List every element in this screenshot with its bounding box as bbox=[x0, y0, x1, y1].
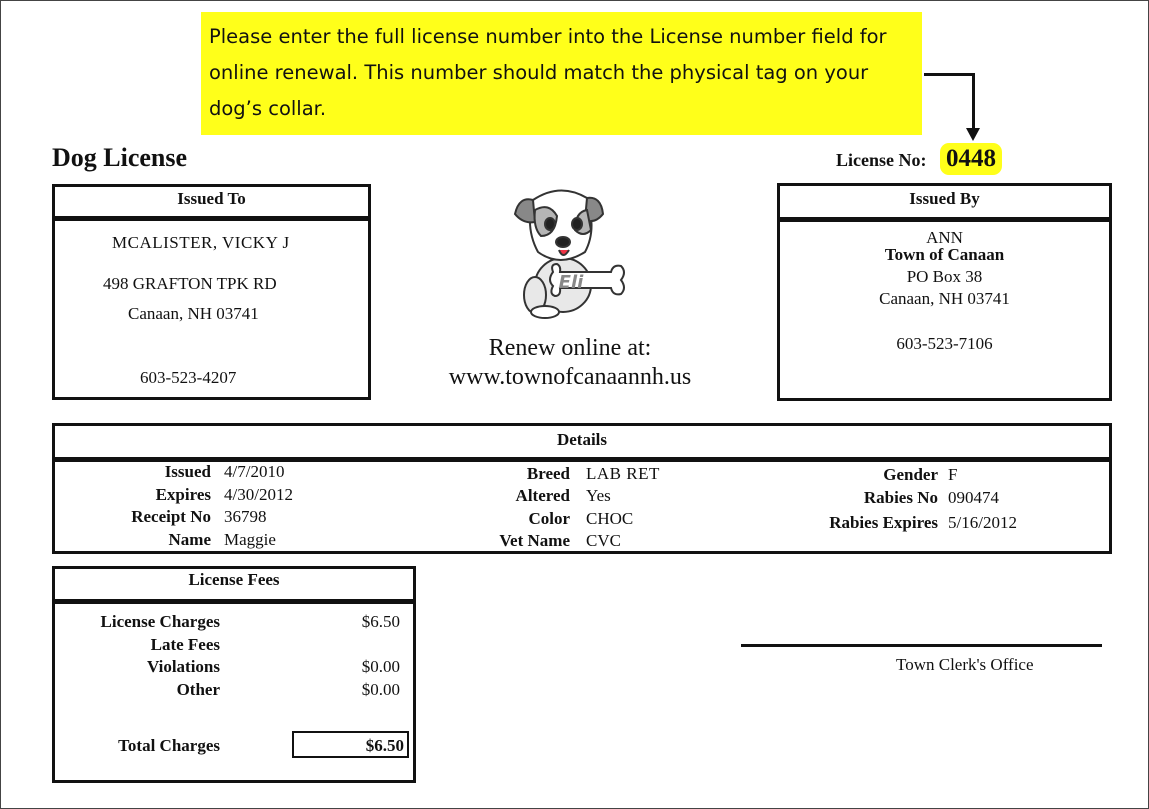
instruction-callout bbox=[201, 12, 922, 135]
details-heading: Details bbox=[55, 426, 1109, 462]
name-value: Maggie bbox=[224, 530, 276, 549]
vet-name-value: CVC bbox=[586, 531, 621, 550]
other-value: $0.00 bbox=[361, 680, 400, 699]
arrow-down-icon bbox=[966, 128, 980, 141]
license-charges-value: $6.50 bbox=[361, 612, 400, 631]
renew-line-1: Renew online at: bbox=[488, 335, 652, 361]
gender-label: Gender bbox=[883, 465, 938, 484]
license-charges-label: License Charges bbox=[100, 612, 220, 631]
altered-label: Altered bbox=[515, 486, 570, 505]
color-value: CHOC bbox=[586, 509, 634, 528]
issued-to-heading: Issued To bbox=[55, 187, 368, 221]
breed-label: Breed bbox=[526, 464, 570, 483]
town-clerk-office-label: Town Clerk's Office bbox=[896, 655, 1034, 674]
license-fees-heading: License Fees bbox=[55, 569, 413, 604]
callout-arrow-horizontal bbox=[924, 73, 975, 76]
violations-label: Violations bbox=[146, 657, 220, 676]
issued-to-name: MCALISTER, VICKY J bbox=[112, 233, 290, 252]
expires-label: Expires bbox=[155, 485, 211, 504]
rabies-no-label: Rabies No bbox=[863, 488, 938, 507]
rabies-expires-label: Rabies Expires bbox=[829, 513, 938, 532]
late-fees-label: Late Fees bbox=[150, 635, 220, 654]
issued-to-address: 498 GRAFTON TPK RD bbox=[103, 274, 277, 293]
license-number-value: 0448 bbox=[940, 143, 1002, 175]
gender-value: F bbox=[948, 465, 958, 484]
issued-by-clerk: ANN bbox=[926, 228, 963, 247]
rabies-no-value: 090474 bbox=[948, 488, 999, 507]
issued-by-phone: 603-523-7106 bbox=[896, 334, 993, 353]
color-label: Color bbox=[528, 509, 570, 528]
issued-by-city: Canaan, NH 03741 bbox=[879, 289, 1010, 308]
issued-value: 4/7/2010 bbox=[224, 462, 285, 481]
issued-by-heading: Issued By bbox=[780, 186, 1109, 222]
issued-to-city: Canaan, NH 03741 bbox=[128, 304, 259, 323]
renew-url: www.townofcanaannh.us bbox=[448, 364, 692, 390]
name-label: Name bbox=[168, 530, 211, 549]
page-title: Dog License bbox=[52, 143, 188, 172]
issued-label: Issued bbox=[164, 462, 211, 481]
issued-by-town: Town of Canaan bbox=[884, 245, 1005, 264]
receipt-label: Receipt No bbox=[131, 507, 211, 526]
signature-line bbox=[741, 644, 1102, 647]
callout-line-2: online renewal. This number should match the physical tag on your bbox=[209, 61, 869, 84]
total-charges-label: Total Charges bbox=[118, 736, 220, 755]
receipt-value: 36798 bbox=[224, 507, 267, 526]
callout-line-1: Please enter the full license number into the License number field for bbox=[209, 25, 887, 48]
expires-value: 4/30/2012 bbox=[224, 485, 293, 504]
total-charges-value: $6.50 bbox=[365, 736, 404, 755]
license-number-label: License No: bbox=[836, 150, 927, 170]
dog-mascot-icon bbox=[505, 180, 645, 320]
rabies-expires-value: 5/16/2012 bbox=[948, 513, 1017, 532]
issued-to-phone: 603-523-4207 bbox=[140, 368, 237, 387]
other-label: Other bbox=[176, 680, 220, 699]
callout-line-3: dog’s collar. bbox=[209, 97, 327, 120]
breed-value: LAB RET bbox=[586, 464, 660, 483]
violations-value: $0.00 bbox=[361, 657, 400, 676]
issued-by-po-box: PO Box 38 bbox=[906, 267, 983, 286]
bone-text: Eli bbox=[558, 272, 584, 293]
altered-value: Yes bbox=[586, 486, 611, 505]
renew-online-text bbox=[430, 334, 710, 392]
callout-arrow-vertical bbox=[972, 73, 975, 132]
vet-name-label: Vet Name bbox=[499, 531, 570, 550]
